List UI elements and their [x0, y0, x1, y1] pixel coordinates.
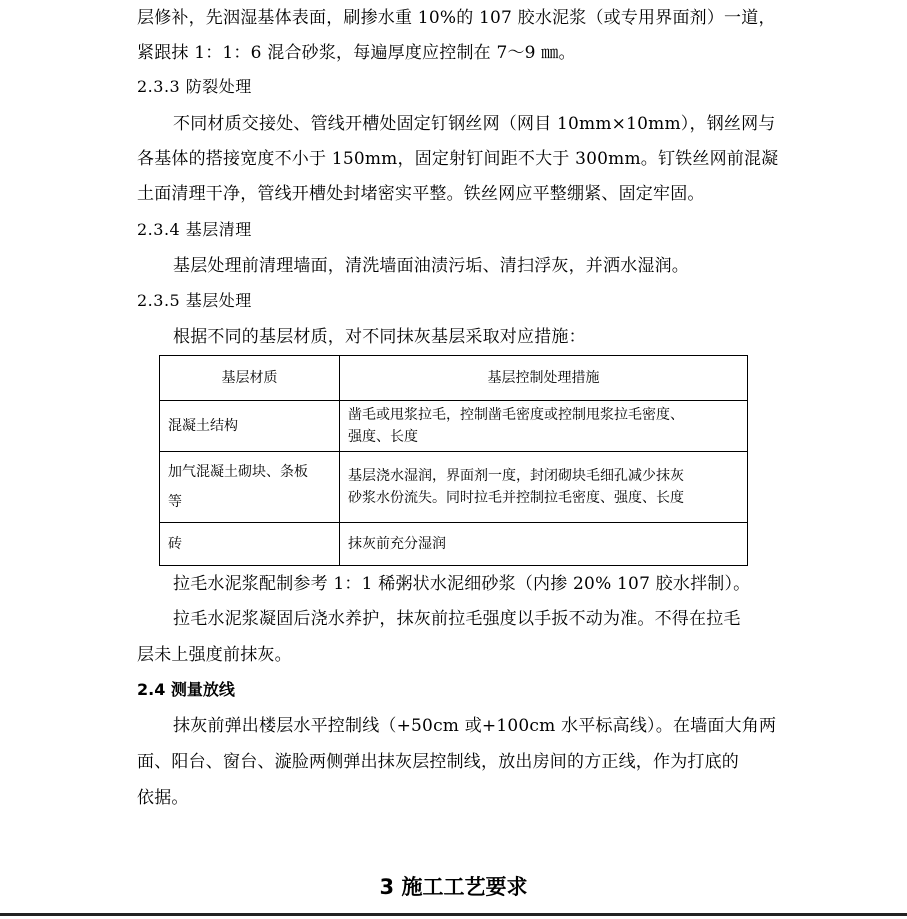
table-cell-measure: 抹灰前充分湿润: [340, 523, 748, 566]
table-row: [160, 452, 748, 523]
paragraph-line: 根据不同的基层材质，对不同抹灰基层采取对应措施：: [173, 327, 586, 347]
table-cell-material: 混凝土结构: [160, 401, 340, 452]
section-heading-2-3-4: 2.3.4 基层清理: [137, 220, 252, 239]
table-header-material: 基层材质: [160, 356, 340, 401]
section-heading-2-4: 2.4 测量放线: [137, 680, 235, 699]
cell-line: 强度、长度: [348, 429, 418, 445]
base-treatment-table: [159, 355, 748, 566]
section-heading-2-3-3: 2.3.3 防裂处理: [137, 77, 252, 96]
table-cell-material: [160, 452, 340, 523]
cell-line: 加气混凝土砌块、条板: [168, 464, 308, 480]
paragraph-line: 紧跟抹 1：1：6 混合砂浆，每遍厚度应控制在 7～9 ㎜。: [137, 43, 576, 63]
table-cell-measure: [340, 452, 748, 523]
paragraph-line: 基层处理前清理墙面，清洗墙面油渍污垢、清扫浮灰，并洒水湿润。: [173, 256, 689, 276]
table-cell-measure: [340, 401, 748, 452]
cell-line: 砂浆水份流失。同时拉毛并控制拉毛密度、强度、长度: [348, 490, 684, 506]
cell-line: 等: [168, 494, 182, 510]
paragraph-line: 面、阳台、窗台、漩脸两侧弹出抹灰层控制线，放出房间的方正线，作为打底的: [137, 752, 739, 772]
cell-line: 凿毛或甩浆拉毛，控制凿毛密度或控制甩浆拉毛密度、: [348, 407, 684, 423]
chapter-title: 3 施工工艺要求: [379, 875, 528, 899]
paragraph-line: 抹灰前弹出楼层水平控制线（+50cm 或+100cm 水平标高线）。在墙面大角两: [173, 716, 777, 736]
paragraph-line: 各基体的搭接宽度不小于 150mm，固定射钉间距不大于 300mm。钉铁丝网前混凝: [137, 149, 779, 169]
section-heading-2-3-5: 2.3.5 基层处理: [137, 291, 252, 310]
paragraph-line: 层修补，先洇湿基体表面，刷掺水重 10%的 107 胶水泥浆（或专用界面剂）一道，: [137, 8, 776, 28]
table-row: [160, 523, 748, 566]
table-row: [160, 401, 748, 452]
table-header-measure: 基层控制处理措施: [340, 356, 748, 401]
table-header-row: [160, 356, 748, 401]
paragraph-line: 拉毛水泥浆配制参考 1：1 稀粥状水泥细砂浆（内掺 20% 107 胶水拌制）。: [173, 574, 751, 594]
page-bottom-divider: [0, 913, 907, 916]
paragraph-line: 土面清理干净，管线开槽处封堵密实平整。铁丝网应平整绷紧、固定牢固。: [137, 184, 705, 204]
table-cell-material: 砖: [160, 523, 340, 566]
paragraph-line: 依据。: [137, 788, 189, 808]
cell-line: 基层浇水湿润，界面剂一度，封闭砌块毛细孔减少抹灰: [348, 468, 684, 484]
paragraph-line: 拉毛水泥浆凝固后浇水养护，抹灰前拉毛强度以手扳不动为准。不得在拉毛: [173, 609, 741, 629]
paragraph-line: 不同材质交接处、管线开槽处固定钉钢丝网（网目 10mm×10mm），钢丝网与: [173, 114, 776, 134]
paragraph-line: 层未上强度前抹灰。: [137, 645, 292, 665]
